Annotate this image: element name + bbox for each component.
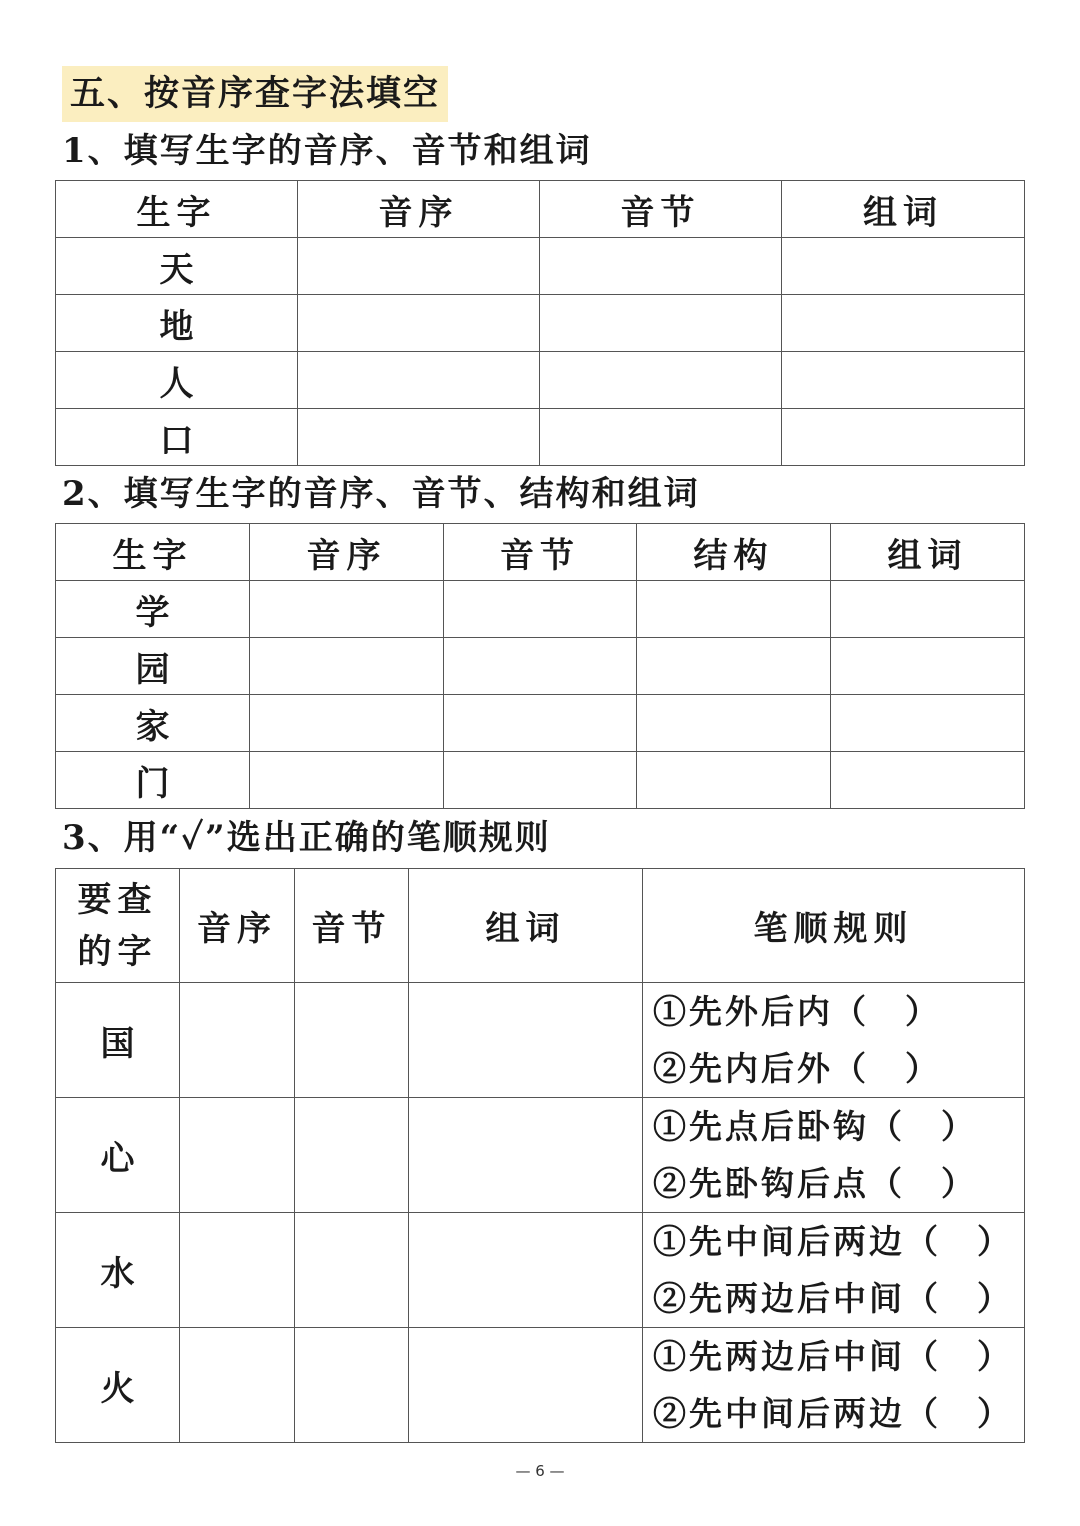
header-yinxu: 音序 bbox=[298, 181, 540, 238]
yinxu-answer-cell[interactable] bbox=[298, 295, 540, 352]
jiegou-answer-cell[interactable] bbox=[637, 581, 831, 638]
yinjie-answer-cell[interactable] bbox=[444, 638, 637, 695]
yinjie-answer-cell[interactable] bbox=[540, 238, 782, 295]
rule-option-2[interactable]: ②先中间后两边（ ） bbox=[653, 1394, 1013, 1433]
yinxu-answer-cell[interactable] bbox=[250, 638, 444, 695]
char-cell: 心 bbox=[56, 1098, 180, 1213]
yinxu-answer-cell[interactable] bbox=[298, 352, 540, 409]
zuci-answer-cell[interactable] bbox=[831, 581, 1025, 638]
table-row bbox=[56, 983, 1025, 1098]
header-yinxu: 音序 bbox=[250, 524, 444, 581]
jiegou-answer-cell[interactable] bbox=[637, 752, 831, 809]
zuci-answer-cell[interactable] bbox=[831, 695, 1025, 752]
question-1-table bbox=[55, 180, 1025, 466]
yinxu-answer-cell[interactable] bbox=[180, 1328, 295, 1443]
table-row bbox=[56, 1098, 1025, 1213]
table-row bbox=[56, 238, 1025, 295]
table-header-row bbox=[56, 524, 1025, 581]
yinjie-answer-cell[interactable] bbox=[444, 752, 637, 809]
rule-option-2[interactable]: ②先卧钩后点（ ） bbox=[653, 1164, 977, 1203]
yinxu-answer-cell[interactable] bbox=[180, 983, 295, 1098]
page-number: — 6 — bbox=[515, 1462, 565, 1480]
header-yinjie: 音节 bbox=[540, 181, 782, 238]
yinxu-answer-cell[interactable] bbox=[298, 409, 540, 466]
header-char: 生字 bbox=[56, 181, 298, 238]
stroke-rule-cell bbox=[643, 983, 1025, 1098]
question-3-table bbox=[55, 868, 1025, 1443]
header-yinjie: 音节 bbox=[444, 524, 637, 581]
yinxu-answer-cell[interactable] bbox=[250, 752, 444, 809]
yinxu-answer-cell[interactable] bbox=[250, 695, 444, 752]
question-2-title: 2、填写生字的音序、音节、结构和组词 bbox=[62, 474, 700, 514]
table-row bbox=[56, 295, 1025, 352]
char-cell: 水 bbox=[56, 1213, 180, 1328]
table-row bbox=[56, 409, 1025, 466]
section-title: 五、按音序查字法填空 bbox=[62, 66, 448, 122]
char-cell: 国 bbox=[56, 983, 180, 1098]
yinxu-answer-cell[interactable] bbox=[180, 1213, 295, 1328]
char-cell: 人 bbox=[56, 352, 298, 409]
char-cell: 园 bbox=[56, 638, 250, 695]
char-cell: 天 bbox=[56, 238, 298, 295]
header-char bbox=[56, 869, 180, 983]
zuci-answer-cell[interactable] bbox=[409, 1098, 643, 1213]
question-2-table bbox=[55, 523, 1025, 809]
zuci-answer-cell[interactable] bbox=[409, 983, 643, 1098]
char-cell: 家 bbox=[56, 695, 250, 752]
yinxu-answer-cell[interactable] bbox=[180, 1098, 295, 1213]
stroke-rule-cell bbox=[643, 1213, 1025, 1328]
table-row bbox=[56, 695, 1025, 752]
table-header-row bbox=[56, 181, 1025, 238]
char-cell: 门 bbox=[56, 752, 250, 809]
yinjie-answer-cell[interactable] bbox=[295, 1098, 409, 1213]
yinjie-answer-cell[interactable] bbox=[295, 1328, 409, 1443]
table-header-row bbox=[56, 869, 1025, 983]
stroke-rule-cell bbox=[643, 1328, 1025, 1443]
zuci-answer-cell[interactable] bbox=[831, 752, 1025, 809]
header-char-line-1: 要查 bbox=[77, 879, 158, 920]
yinjie-answer-cell[interactable] bbox=[540, 295, 782, 352]
zuci-answer-cell[interactable] bbox=[409, 1328, 643, 1443]
table-row bbox=[56, 1328, 1025, 1443]
header-zuci: 组词 bbox=[409, 869, 643, 983]
yinjie-answer-cell[interactable] bbox=[540, 409, 782, 466]
question-1-title: 1、填写生字的音序、音节和组词 bbox=[62, 131, 592, 171]
zuci-answer-cell[interactable] bbox=[782, 352, 1025, 409]
rule-option-1[interactable]: ①先外后内（ ） bbox=[653, 992, 941, 1031]
rule-option-2[interactable]: ②先两边后中间（ ） bbox=[653, 1279, 1013, 1318]
zuci-answer-cell[interactable] bbox=[409, 1213, 643, 1328]
table-row bbox=[56, 581, 1025, 638]
header-char: 生字 bbox=[56, 524, 250, 581]
table-row bbox=[56, 1213, 1025, 1328]
yinjie-answer-cell[interactable] bbox=[295, 983, 409, 1098]
header-zuci: 组词 bbox=[831, 524, 1025, 581]
table-row bbox=[56, 352, 1025, 409]
char-cell: 口 bbox=[56, 409, 298, 466]
char-cell: 学 bbox=[56, 581, 250, 638]
table-row bbox=[56, 752, 1025, 809]
zuci-answer-cell[interactable] bbox=[782, 238, 1025, 295]
yinxu-answer-cell[interactable] bbox=[298, 238, 540, 295]
header-yinxu: 音序 bbox=[180, 869, 295, 983]
zuci-answer-cell[interactable] bbox=[782, 409, 1025, 466]
header-yinjie: 音节 bbox=[295, 869, 409, 983]
yinjie-answer-cell[interactable] bbox=[444, 581, 637, 638]
yinxu-answer-cell[interactable] bbox=[250, 581, 444, 638]
char-cell: 火 bbox=[56, 1328, 180, 1443]
yinjie-answer-cell[interactable] bbox=[540, 352, 782, 409]
jiegou-answer-cell[interactable] bbox=[637, 638, 831, 695]
rule-option-1[interactable]: ①先两边后中间（ ） bbox=[653, 1337, 1013, 1376]
jiegou-answer-cell[interactable] bbox=[637, 695, 831, 752]
yinjie-answer-cell[interactable] bbox=[295, 1213, 409, 1328]
rule-option-1[interactable]: ①先中间后两边（ ） bbox=[653, 1222, 1013, 1261]
rule-option-1[interactable]: ①先点后卧钩（ ） bbox=[653, 1107, 977, 1146]
zuci-answer-cell[interactable] bbox=[831, 638, 1025, 695]
zuci-answer-cell[interactable] bbox=[782, 295, 1025, 352]
header-zuci: 组词 bbox=[782, 181, 1025, 238]
table-row bbox=[56, 638, 1025, 695]
header-jiegou: 结构 bbox=[637, 524, 831, 581]
header-char-line-2: 的字 bbox=[77, 931, 158, 972]
yinjie-answer-cell[interactable] bbox=[444, 695, 637, 752]
char-cell: 地 bbox=[56, 295, 298, 352]
header-stroke-rule: 笔顺规则 bbox=[643, 869, 1025, 983]
rule-option-2[interactable]: ②先内后外（ ） bbox=[653, 1049, 941, 1088]
question-3-title: 3、用“✓”选出正确的笔顺规则 bbox=[62, 818, 551, 858]
stroke-rule-cell bbox=[643, 1098, 1025, 1213]
